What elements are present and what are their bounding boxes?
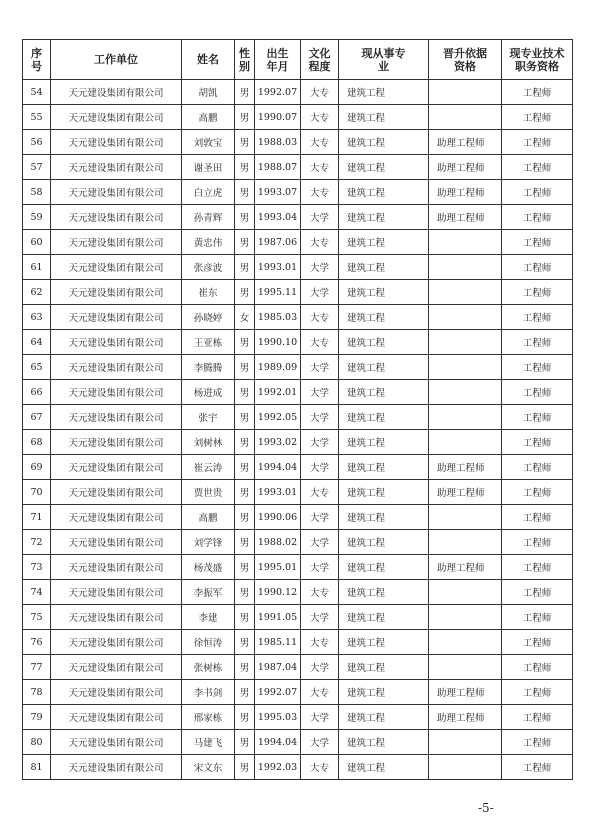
cell-basis [429,330,502,355]
cell-birth: 1989.09 [255,355,301,380]
cell-basis: 助理工程师 [429,130,502,155]
cell-basis [429,105,502,130]
cell-gender: 男 [235,105,255,130]
cell-title: 工程师 [502,355,573,380]
cell-title: 工程师 [502,480,573,505]
cell-major: 建筑工程 [339,330,429,355]
cell-basis [429,255,502,280]
cell-unit: 天元建设集团有限公司 [51,430,182,455]
cell-title: 工程师 [502,580,573,605]
cell-edu: 大专 [301,80,339,105]
table-body [23,80,573,780]
cell-major: 建筑工程 [339,280,429,305]
cell-major: 建筑工程 [339,230,429,255]
cell-major: 建筑工程 [339,80,429,105]
table-row [23,705,573,730]
cell-birth: 1992.07 [255,680,301,705]
table-row [23,555,573,580]
cell-major: 建筑工程 [339,555,429,580]
cell-title: 工程师 [502,280,573,305]
cell-birth: 1988.02 [255,530,301,555]
cell-title: 工程师 [502,205,573,230]
cell-birth: 1990.06 [255,505,301,530]
cell-unit: 天元建设集团有限公司 [51,530,182,555]
cell-major: 建筑工程 [339,255,429,280]
cell-edu: 大学 [301,605,339,630]
cell-birth: 1990.07 [255,105,301,130]
table-row [23,105,573,130]
cell-unit: 天元建设集团有限公司 [51,480,182,505]
cell-birth: 1992.05 [255,405,301,430]
header-name: 姓名 [182,40,235,80]
cell-major: 建筑工程 [339,480,429,505]
cell-gender: 男 [235,730,255,755]
cell-birth: 1993.01 [255,480,301,505]
cell-gender: 男 [235,405,255,430]
cell-gender: 男 [235,555,255,580]
cell-major: 建筑工程 [339,630,429,655]
table-row [23,305,573,330]
header-title: 现专业技术职务资格 [502,40,573,80]
cell-birth: 1987.06 [255,230,301,255]
cell-unit: 天元建设集团有限公司 [51,730,182,755]
table-row [23,230,573,255]
cell-gender: 男 [235,705,255,730]
cell-unit: 天元建设集团有限公司 [51,330,182,355]
cell-edu: 大专 [301,130,339,155]
cell-gender: 男 [235,605,255,630]
cell-basis: 助理工程师 [429,480,502,505]
cell-edu: 大学 [301,255,339,280]
header-basis: 晋升依据资格 [429,40,502,80]
cell-seq: 76 [23,630,51,655]
cell-name: 贾世贵 [182,480,235,505]
cell-major: 建筑工程 [339,680,429,705]
cell-seq: 69 [23,455,51,480]
cell-title: 工程师 [502,255,573,280]
cell-seq: 70 [23,480,51,505]
cell-unit: 天元建设集团有限公司 [51,130,182,155]
cell-basis: 助理工程师 [429,455,502,480]
cell-gender: 男 [235,180,255,205]
table-row [23,505,573,530]
cell-name: 马建飞 [182,730,235,755]
cell-basis: 助理工程师 [429,705,502,730]
cell-edu: 大学 [301,555,339,580]
cell-major: 建筑工程 [339,705,429,730]
cell-birth: 1988.03 [255,130,301,155]
table-row [23,80,573,105]
cell-major: 建筑工程 [339,380,429,405]
table-row [23,480,573,505]
cell-title: 工程师 [502,655,573,680]
cell-title: 工程师 [502,80,573,105]
table-row [23,155,573,180]
cell-seq: 58 [23,180,51,205]
cell-edu: 大专 [301,305,339,330]
table-row [23,630,573,655]
cell-seq: 78 [23,680,51,705]
cell-seq: 75 [23,605,51,630]
cell-name: 宋文东 [182,755,235,780]
cell-edu: 大学 [301,705,339,730]
cell-gender: 男 [235,130,255,155]
table-row [23,605,573,630]
cell-birth: 1993.01 [255,255,301,280]
cell-basis [429,430,502,455]
header-birth: 出生年月 [255,40,301,80]
table-row [23,655,573,680]
cell-edu: 大专 [301,230,339,255]
cell-basis [429,405,502,430]
cell-birth: 1985.03 [255,305,301,330]
cell-title: 工程师 [502,505,573,530]
cell-unit: 天元建设集团有限公司 [51,655,182,680]
cell-name: 李建 [182,605,235,630]
cell-birth: 1994.04 [255,730,301,755]
cell-edu: 大学 [301,355,339,380]
cell-edu: 大学 [301,405,339,430]
table-row [23,530,573,555]
table-row [23,330,573,355]
cell-title: 工程师 [502,555,573,580]
cell-seq: 55 [23,105,51,130]
table-row [23,380,573,405]
cell-gender: 男 [235,430,255,455]
cell-seq: 57 [23,155,51,180]
cell-gender: 男 [235,580,255,605]
cell-seq: 64 [23,330,51,355]
cell-title: 工程师 [502,230,573,255]
cell-edu: 大学 [301,430,339,455]
cell-unit: 天元建设集团有限公司 [51,705,182,730]
cell-name: 黄忠伟 [182,230,235,255]
cell-name: 邢家栋 [182,705,235,730]
cell-seq: 74 [23,580,51,605]
cell-unit: 天元建设集团有限公司 [51,280,182,305]
cell-title: 工程师 [502,705,573,730]
cell-seq: 62 [23,280,51,305]
cell-seq: 56 [23,130,51,155]
cell-edu: 大专 [301,155,339,180]
cell-basis [429,630,502,655]
cell-unit: 天元建设集团有限公司 [51,755,182,780]
cell-name: 孙晓婷 [182,305,235,330]
cell-seq: 63 [23,305,51,330]
cell-edu: 大学 [301,505,339,530]
cell-title: 工程师 [502,730,573,755]
cell-edu: 大专 [301,680,339,705]
cell-name: 孙青辉 [182,205,235,230]
cell-name: 李书剑 [182,680,235,705]
cell-birth: 1992.01 [255,380,301,405]
table-row [23,430,573,455]
cell-major: 建筑工程 [339,155,429,180]
cell-gender: 女 [235,305,255,330]
cell-name: 刘树林 [182,430,235,455]
cell-title: 工程师 [502,405,573,430]
cell-title: 工程师 [502,105,573,130]
cell-birth: 1988.07 [255,155,301,180]
cell-major: 建筑工程 [339,305,429,330]
cell-major: 建筑工程 [339,655,429,680]
cell-gender: 男 [235,330,255,355]
cell-edu: 大专 [301,180,339,205]
cell-basis [429,755,502,780]
cell-title: 工程师 [502,630,573,655]
table-row [23,255,573,280]
cell-seq: 66 [23,380,51,405]
cell-edu: 大专 [301,330,339,355]
cell-unit: 天元建设集团有限公司 [51,155,182,180]
cell-name: 刘敦宝 [182,130,235,155]
cell-unit: 天元建设集团有限公司 [51,630,182,655]
cell-basis: 助理工程师 [429,555,502,580]
cell-birth: 1990.10 [255,330,301,355]
cell-birth: 1990.12 [255,580,301,605]
cell-basis: 助理工程师 [429,205,502,230]
cell-unit: 天元建设集团有限公司 [51,180,182,205]
table-row [23,755,573,780]
cell-seq: 73 [23,555,51,580]
cell-gender: 男 [235,655,255,680]
cell-basis [429,730,502,755]
cell-gender: 男 [235,155,255,180]
cell-major: 建筑工程 [339,180,429,205]
cell-basis [429,355,502,380]
table-row [23,130,573,155]
cell-name: 崔云涛 [182,455,235,480]
cell-gender: 男 [235,755,255,780]
cell-seq: 79 [23,705,51,730]
cell-gender: 男 [235,455,255,480]
cell-major: 建筑工程 [339,455,429,480]
cell-unit: 天元建设集团有限公司 [51,230,182,255]
cell-name: 徐恒涛 [182,630,235,655]
table-header-row [23,40,573,80]
cell-name: 张树栋 [182,655,235,680]
cell-seq: 80 [23,730,51,755]
cell-unit: 天元建设集团有限公司 [51,455,182,480]
cell-birth: 1992.07 [255,80,301,105]
cell-seq: 67 [23,405,51,430]
cell-unit: 天元建设集团有限公司 [51,580,182,605]
cell-title: 工程师 [502,605,573,630]
cell-name: 高鹏 [182,105,235,130]
cell-edu: 大学 [301,530,339,555]
cell-major: 建筑工程 [339,530,429,555]
cell-gender: 男 [235,355,255,380]
cell-unit: 天元建设集团有限公司 [51,305,182,330]
cell-name: 张宇 [182,405,235,430]
cell-edu: 大专 [301,105,339,130]
cell-unit: 天元建设集团有限公司 [51,255,182,280]
cell-name: 张彦波 [182,255,235,280]
cell-name: 刘学锋 [182,530,235,555]
cell-gender: 男 [235,630,255,655]
cell-basis [429,230,502,255]
cell-basis: 助理工程师 [429,155,502,180]
cell-edu: 大专 [301,630,339,655]
page-number: -5- [478,801,494,815]
cell-seq: 54 [23,80,51,105]
cell-birth: 1993.04 [255,205,301,230]
cell-title: 工程师 [502,155,573,180]
cell-unit: 天元建设集团有限公司 [51,205,182,230]
cell-gender: 男 [235,80,255,105]
cell-basis [429,380,502,405]
cell-major: 建筑工程 [339,130,429,155]
cell-edu: 大专 [301,480,339,505]
cell-major: 建筑工程 [339,355,429,380]
cell-basis [429,280,502,305]
cell-seq: 72 [23,530,51,555]
header-seq: 序号 [23,40,51,80]
cell-edu: 大学 [301,455,339,480]
cell-seq: 77 [23,655,51,680]
cell-unit: 天元建设集团有限公司 [51,405,182,430]
cell-name: 杨茂盛 [182,555,235,580]
cell-unit: 天元建设集团有限公司 [51,605,182,630]
cell-seq: 65 [23,355,51,380]
cell-name: 王亚栋 [182,330,235,355]
header-unit: 工作单位 [51,40,182,80]
cell-major: 建筑工程 [339,205,429,230]
cell-major: 建筑工程 [339,580,429,605]
cell-basis [429,305,502,330]
table-row [23,730,573,755]
cell-gender: 男 [235,530,255,555]
cell-seq: 81 [23,755,51,780]
cell-name: 崔东 [182,280,235,305]
cell-name: 李振军 [182,580,235,605]
cell-title: 工程师 [502,530,573,555]
cell-title: 工程师 [502,305,573,330]
cell-birth: 1985.11 [255,630,301,655]
cell-major: 建筑工程 [339,505,429,530]
cell-major: 建筑工程 [339,105,429,130]
cell-title: 工程师 [502,680,573,705]
cell-birth: 1993.07 [255,180,301,205]
personnel-table-container [22,39,572,780]
cell-edu: 大专 [301,755,339,780]
cell-birth: 1994.04 [255,455,301,480]
cell-seq: 59 [23,205,51,230]
table-row [23,280,573,305]
cell-name: 胡凯 [182,80,235,105]
cell-birth: 1993.02 [255,430,301,455]
cell-edu: 大学 [301,205,339,230]
cell-unit: 天元建设集团有限公司 [51,80,182,105]
table-row [23,180,573,205]
cell-birth: 1991.05 [255,605,301,630]
cell-unit: 天元建设集团有限公司 [51,355,182,380]
cell-title: 工程师 [502,430,573,455]
cell-unit: 天元建设集团有限公司 [51,505,182,530]
cell-birth: 1992.03 [255,755,301,780]
table-row [23,355,573,380]
table-row [23,405,573,430]
cell-title: 工程师 [502,330,573,355]
cell-seq: 71 [23,505,51,530]
cell-edu: 大学 [301,655,339,680]
table-row [23,580,573,605]
header-major: 现从事专业 [339,40,429,80]
header-gender: 性别 [235,40,255,80]
cell-birth: 1987.04 [255,655,301,680]
cell-name: 高鹏 [182,505,235,530]
table-row [23,205,573,230]
cell-name: 杨进成 [182,380,235,405]
cell-gender: 男 [235,280,255,305]
cell-major: 建筑工程 [339,730,429,755]
cell-unit: 天元建设集团有限公司 [51,555,182,580]
cell-title: 工程师 [502,380,573,405]
cell-seq: 61 [23,255,51,280]
cell-gender: 男 [235,380,255,405]
cell-gender: 男 [235,680,255,705]
cell-basis: 助理工程师 [429,680,502,705]
cell-major: 建筑工程 [339,755,429,780]
cell-basis [429,580,502,605]
cell-gender: 男 [235,205,255,230]
cell-edu: 大学 [301,280,339,305]
cell-basis [429,505,502,530]
cell-edu: 大专 [301,580,339,605]
cell-basis [429,530,502,555]
table-row [23,455,573,480]
cell-name: 谢圣田 [182,155,235,180]
header-edu: 文化程度 [301,40,339,80]
cell-title: 工程师 [502,755,573,780]
cell-seq: 60 [23,230,51,255]
cell-name: 李腾腾 [182,355,235,380]
cell-birth: 1995.03 [255,705,301,730]
cell-basis [429,605,502,630]
cell-edu: 大学 [301,730,339,755]
cell-birth: 1995.11 [255,280,301,305]
cell-major: 建筑工程 [339,405,429,430]
cell-birth: 1995.01 [255,555,301,580]
cell-gender: 男 [235,255,255,280]
cell-title: 工程师 [502,455,573,480]
cell-gender: 男 [235,505,255,530]
cell-title: 工程师 [502,180,573,205]
cell-basis [429,655,502,680]
cell-gender: 男 [235,480,255,505]
table-row [23,680,573,705]
cell-basis [429,80,502,105]
cell-unit: 天元建设集团有限公司 [51,680,182,705]
cell-unit: 天元建设集团有限公司 [51,105,182,130]
cell-major: 建筑工程 [339,605,429,630]
cell-name: 白立虎 [182,180,235,205]
cell-basis: 助理工程师 [429,180,502,205]
cell-unit: 天元建设集团有限公司 [51,380,182,405]
cell-title: 工程师 [502,130,573,155]
cell-seq: 68 [23,430,51,455]
cell-edu: 大学 [301,380,339,405]
cell-gender: 男 [235,230,255,255]
cell-major: 建筑工程 [339,430,429,455]
personnel-table [22,39,573,780]
